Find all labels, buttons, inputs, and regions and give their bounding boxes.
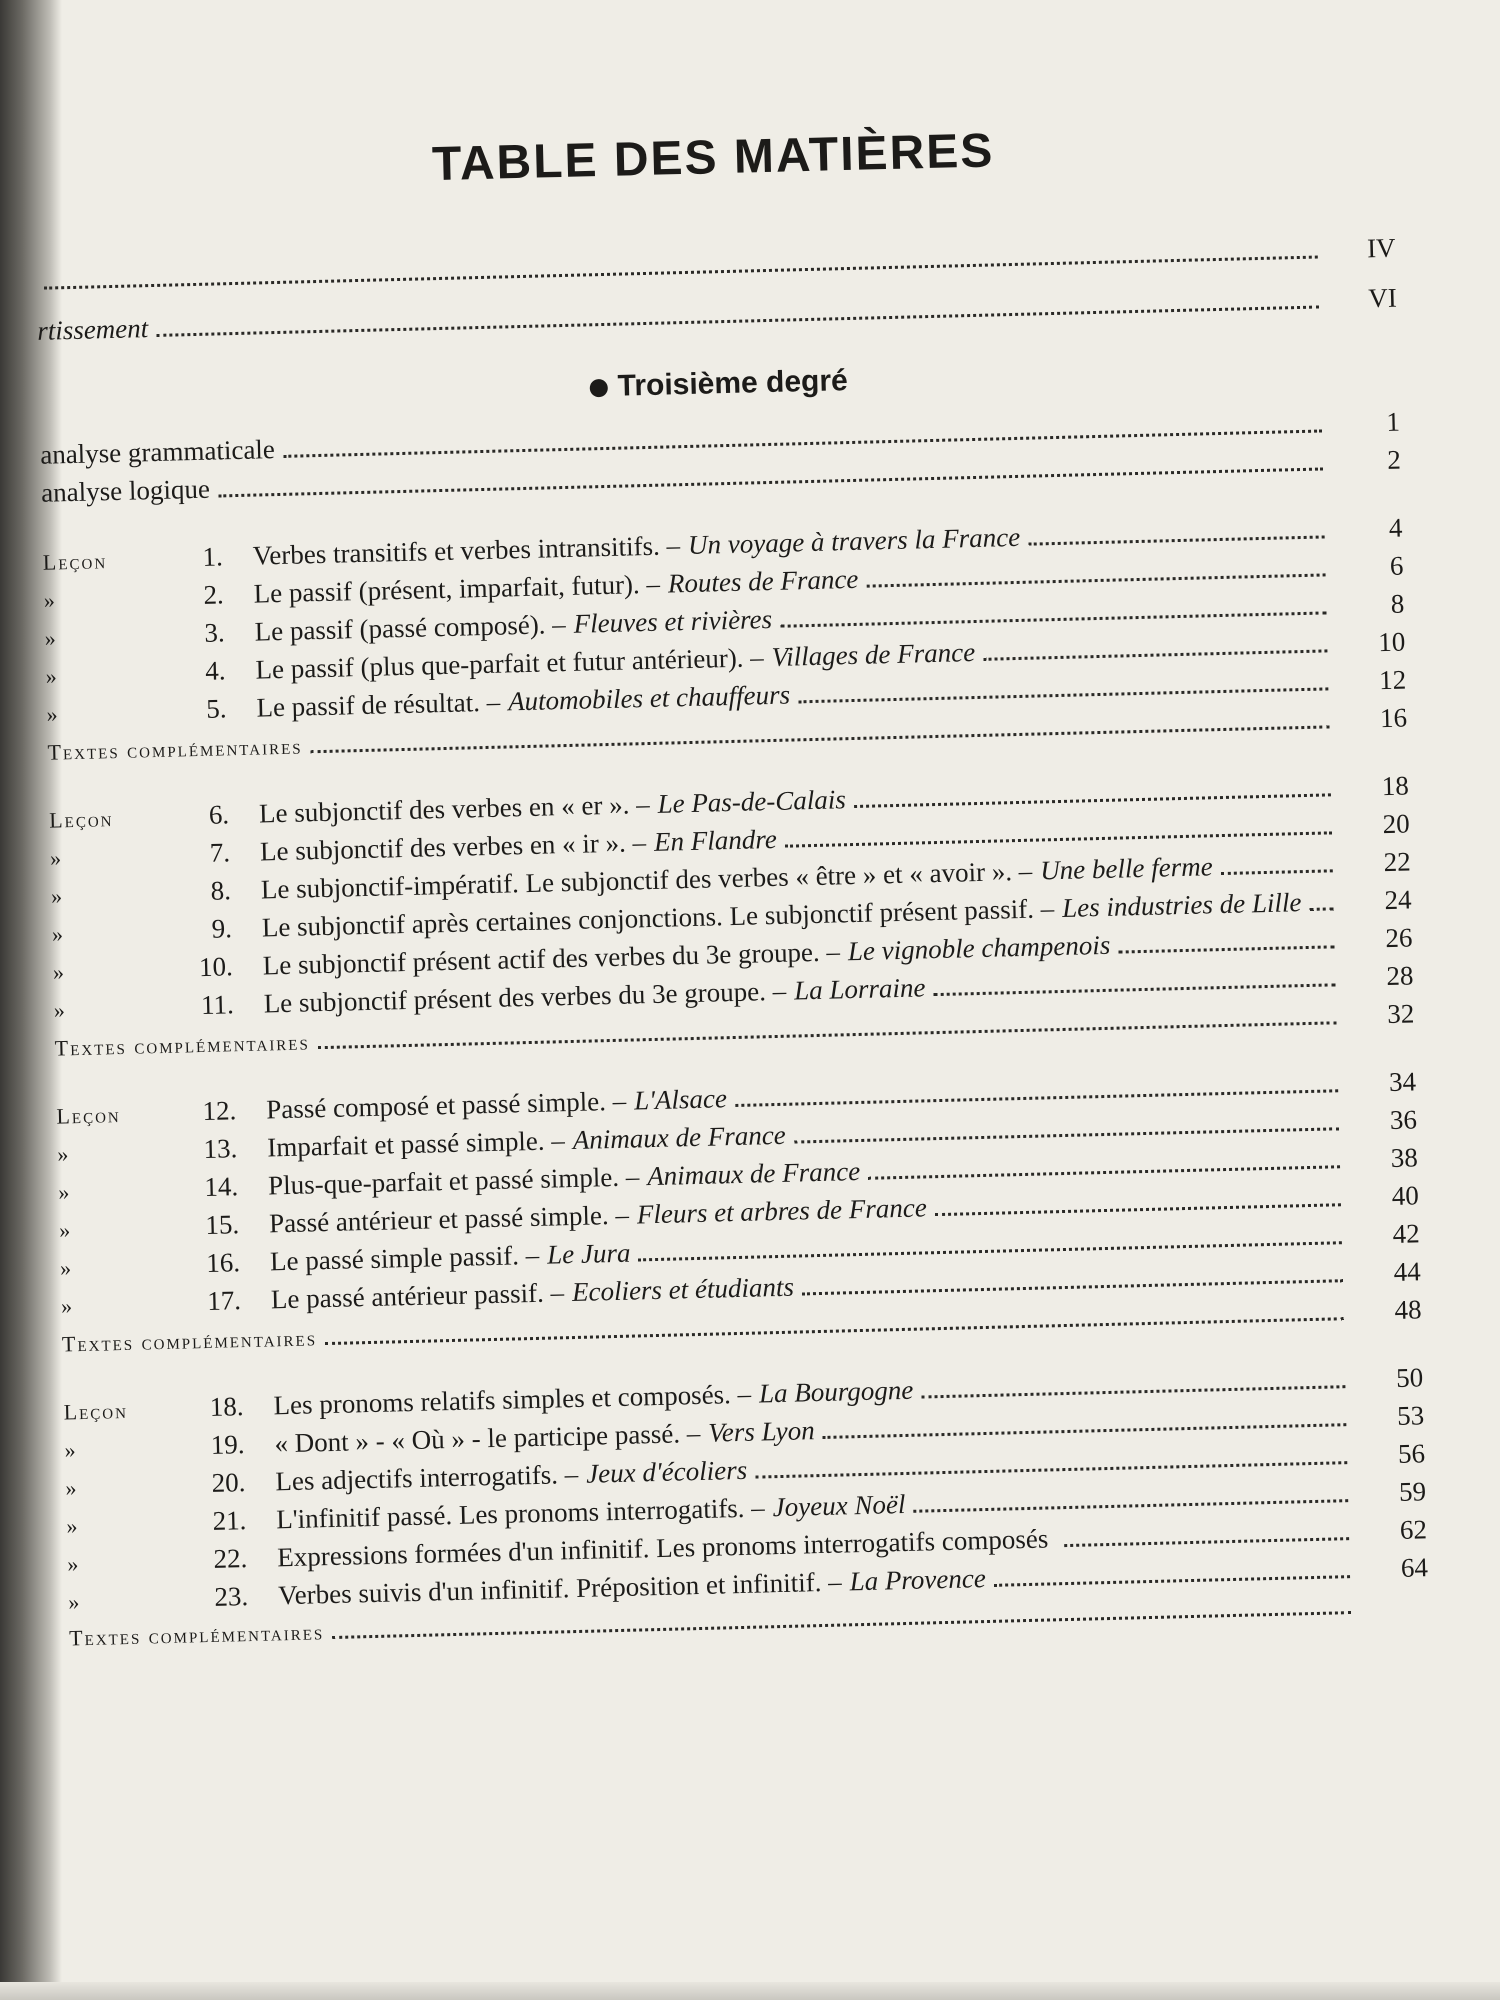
- leader-dots: [994, 1575, 1350, 1587]
- lesson-groups: [42, 479, 1430, 1658]
- lesson-label: »: [67, 1589, 82, 1615]
- lesson-title: Le passé antérieur passif. –: [270, 1277, 565, 1315]
- lesson-label: »: [67, 1551, 81, 1577]
- lesson-label: »: [52, 959, 67, 985]
- page-number: 42: [1392, 1218, 1421, 1249]
- lesson-title: Expressions formées d'un infinitif. Les pronoms interrogatifs composés: [276, 1523, 1049, 1573]
- leader-dots: [921, 1385, 1345, 1398]
- lesson-label: »: [57, 1179, 72, 1205]
- entry-text: analyse logique: [40, 473, 211, 508]
- lesson-label: »: [45, 663, 59, 689]
- leader-dots: [854, 793, 1331, 808]
- leader-dots: [1064, 1537, 1349, 1547]
- lesson-number: 17.: [206, 1285, 242, 1316]
- leader-dots: [866, 573, 1325, 587]
- lesson-title: Les adjectifs interrogatifs. –: [275, 1458, 579, 1497]
- page-number: VI: [1367, 282, 1398, 314]
- lesson-number: 13.: [203, 1133, 238, 1165]
- page-number: 12: [1378, 664, 1407, 696]
- lesson-number: 19.: [210, 1429, 245, 1460]
- lesson-theme: Animaux de France: [572, 1119, 787, 1155]
- page-number: 53: [1396, 1400, 1425, 1431]
- lesson-number: 22.: [213, 1543, 248, 1574]
- lesson-label: »: [66, 1513, 80, 1539]
- leader-dots: [156, 306, 1319, 337]
- page-number: 18: [1381, 770, 1410, 802]
- lesson-theme: La Lorraine: [793, 972, 926, 1006]
- page-number: 64: [1400, 1552, 1429, 1583]
- lesson-theme: Fleuves et rivières: [573, 603, 773, 639]
- page-number: 32: [1386, 998, 1415, 1030]
- entry-text: Textes complémentaires: [61, 1325, 318, 1357]
- lesson-number: 8.: [210, 875, 232, 906]
- page-number: 16: [1379, 702, 1408, 734]
- lesson-theme: En Flandre: [653, 823, 778, 857]
- lesson-label: »: [43, 587, 58, 613]
- lesson-theme: Automobiles et chauffeurs: [507, 679, 791, 717]
- lesson-theme: Une belle ferme: [1039, 851, 1213, 886]
- page-number: 40: [1391, 1180, 1420, 1211]
- lesson-number: 6.: [208, 799, 230, 830]
- lesson-theme: Animaux de France: [646, 1155, 861, 1192]
- page-number: 1: [1385, 406, 1401, 437]
- lesson-number: 4.: [204, 655, 226, 686]
- lesson-number: 7.: [209, 837, 231, 868]
- lesson-number: 12.: [202, 1095, 237, 1127]
- lesson-theme: Vers Lyon: [707, 1415, 816, 1448]
- page-number: 2: [1386, 444, 1402, 475]
- page-number: 48: [1394, 1294, 1422, 1325]
- leader-dots: [935, 1203, 1341, 1216]
- lesson-theme: Le Jura: [546, 1237, 631, 1270]
- lesson-label: »: [49, 845, 64, 871]
- page-number: 62: [1399, 1514, 1428, 1545]
- page-number: 44: [1393, 1256, 1421, 1287]
- lesson-theme: Les industries de Lille: [1061, 887, 1302, 923]
- page-number: 50: [1395, 1362, 1424, 1393]
- lesson-title: Le subjonctif-impératif. Le subjonctif des verbes « être » et « avoir ». –: [260, 855, 1033, 905]
- lesson-theme: La Provence: [849, 1563, 987, 1597]
- lesson-label: »: [57, 1141, 71, 1167]
- table-of-contents-page: [33, 114, 1438, 1987]
- leader-dots: [794, 1127, 1339, 1143]
- lesson-number: 2.: [203, 579, 225, 610]
- entry-text: Textes complémentaires: [68, 1619, 325, 1651]
- lesson-label: »: [65, 1475, 79, 1501]
- lesson-title: Imparfait et passé simple. –: [266, 1125, 566, 1163]
- lesson-number: 11.: [200, 989, 235, 1021]
- lesson-label: »: [60, 1293, 75, 1319]
- page-number: 20: [1382, 808, 1411, 840]
- entry-text: analyse grammaticale: [39, 434, 276, 470]
- page-number: 56: [1397, 1438, 1426, 1469]
- lesson-label: »: [46, 701, 60, 727]
- lesson-label: »: [50, 883, 65, 909]
- lesson-number: 15.: [205, 1209, 240, 1240]
- lesson-title: Le passé simple passif. –: [269, 1239, 540, 1277]
- lesson-number: 21.: [212, 1505, 247, 1536]
- leader-dots: [332, 1611, 1351, 1639]
- page-bottom-edge: [0, 1982, 1500, 2000]
- lesson-theme: Ecoliers et étudiants: [571, 1271, 795, 1308]
- lesson-title: Passé antérieur et passé simple. –: [268, 1199, 630, 1239]
- lesson-title: Le passif (passé composé). –: [254, 609, 567, 647]
- page-number: 8: [1390, 588, 1405, 619]
- lesson-label: Leçon: [63, 1397, 129, 1425]
- lesson-number: 1.: [202, 541, 224, 572]
- lesson-number: 3.: [204, 617, 226, 648]
- leader-dots: [798, 687, 1328, 703]
- lesson-title: Le subjonctif présent actif des verbes du 3e groupe. –: [262, 936, 841, 981]
- lesson-title: L'infinitif passé. Les pronoms interrogatifs. –: [275, 1492, 766, 1535]
- page-title: TABLE DES MATIÈRES: [431, 124, 995, 192]
- page-number: 36: [1389, 1104, 1418, 1136]
- leader-dots: [780, 611, 1326, 627]
- leader-dots: [983, 649, 1327, 660]
- page-number: 24: [1384, 884, 1412, 916]
- lesson-number: 16.: [205, 1247, 241, 1278]
- lesson-theme: Jeux d'écoliers: [585, 1454, 748, 1489]
- lesson-title: Verbes suivis d'un infinitif. Préposition et infinitif. –: [277, 1566, 842, 1611]
- page-number: [1359, 1612, 1429, 1614]
- lesson-label: »: [44, 625, 59, 651]
- page-number: 38: [1390, 1142, 1419, 1174]
- leader-dots: [785, 831, 1332, 847]
- lesson-label: »: [64, 1437, 78, 1463]
- page-number: 6: [1389, 550, 1404, 581]
- page-number: 28: [1386, 960, 1414, 992]
- lesson-theme: L'Alsace: [633, 1083, 728, 1116]
- lesson-title: Verbes transitifs et verbes intransitifs. –: [252, 530, 681, 571]
- entry-text: Textes complémentaires: [47, 733, 303, 765]
- lesson-label: Leçon: [42, 548, 108, 575]
- lesson-theme: Le vignoble champenois: [847, 929, 1111, 967]
- page-number: 26: [1385, 922, 1413, 954]
- lesson-theme: Le Pas-de-Calais: [657, 784, 847, 819]
- lesson-title: Le subjonctif présent des verbes du 3e groupe. –: [263, 975, 787, 1019]
- leader-dots: [1118, 945, 1334, 953]
- page-number: 34: [1388, 1066, 1417, 1098]
- leader-dots: [868, 1165, 1340, 1180]
- leader-dots: [934, 983, 1336, 996]
- lesson-title: Le subjonctif des verbes en « er ». –: [258, 789, 650, 829]
- page-number: 22: [1383, 846, 1411, 878]
- page-number: 4: [1388, 512, 1403, 543]
- page-number: 59: [1398, 1476, 1427, 1507]
- lesson-theme: Joyeux Noël: [772, 1488, 906, 1523]
- lesson-label: »: [58, 1217, 73, 1243]
- leader-dots: [802, 1279, 1343, 1295]
- lesson-theme: Routes de France: [667, 563, 859, 599]
- lesson-number: 9.: [211, 913, 233, 944]
- leader-dots: [1028, 535, 1324, 545]
- lesson-label: »: [53, 997, 68, 1023]
- leader-dots: [1221, 869, 1333, 875]
- lesson-number: 20.: [211, 1467, 246, 1498]
- lesson-number: 23.: [214, 1581, 249, 1612]
- lesson-label: Leçon: [48, 806, 114, 833]
- lesson-title: Les pronoms relatifs simples et composés. –: [273, 1378, 752, 1421]
- entry-text: Textes complémentaires: [54, 1029, 311, 1061]
- leader-dots: [823, 1423, 1347, 1439]
- lesson-theme: Villages de France: [771, 637, 976, 672]
- lesson-theme: Fleurs et arbres de France: [636, 1192, 928, 1230]
- lesson-number: 5.: [205, 693, 227, 724]
- page-number: 10: [1377, 626, 1406, 658]
- lesson-title: Le passif de résultat. –: [256, 686, 501, 723]
- bullet-icon: [590, 379, 608, 397]
- lesson-number: 10.: [198, 951, 234, 983]
- lesson-theme: Un voyage à travers la France: [687, 521, 1021, 560]
- lesson-number: 14.: [204, 1171, 239, 1202]
- page-number: IV: [1366, 232, 1396, 264]
- lesson-label: »: [59, 1255, 74, 1281]
- lesson-title: « Dont » - « Où » - le participe passé. –: [274, 1417, 701, 1459]
- lesson-title: Le subjonctif après certaines conjonctions. Le subjonctif présent passif. –: [261, 893, 1055, 943]
- entry-text: rtissement: [36, 313, 149, 346]
- lesson-title: Passé composé et passé simple. –: [265, 1085, 627, 1125]
- lesson-label: »: [51, 921, 66, 947]
- lesson-title: Plus-que-parfait et passé simple. –: [267, 1161, 640, 1201]
- lesson-theme: La Bourgogne: [758, 1374, 914, 1409]
- lesson-number: 18.: [209, 1391, 244, 1422]
- leader-dots: [914, 1499, 1349, 1513]
- lesson-title: Le passif (présent, imparfait, futur). –: [253, 568, 661, 609]
- leader-dots: [1309, 907, 1333, 911]
- lesson-title: Le subjonctif des verbes en « ir ». –: [259, 827, 647, 867]
- lesson-label: Leçon: [56, 1102, 121, 1129]
- lesson-title: Le passif (plus que-parfait et futur antérieur). –: [255, 642, 765, 685]
- section-heading: Troisième degré: [39, 351, 1399, 418]
